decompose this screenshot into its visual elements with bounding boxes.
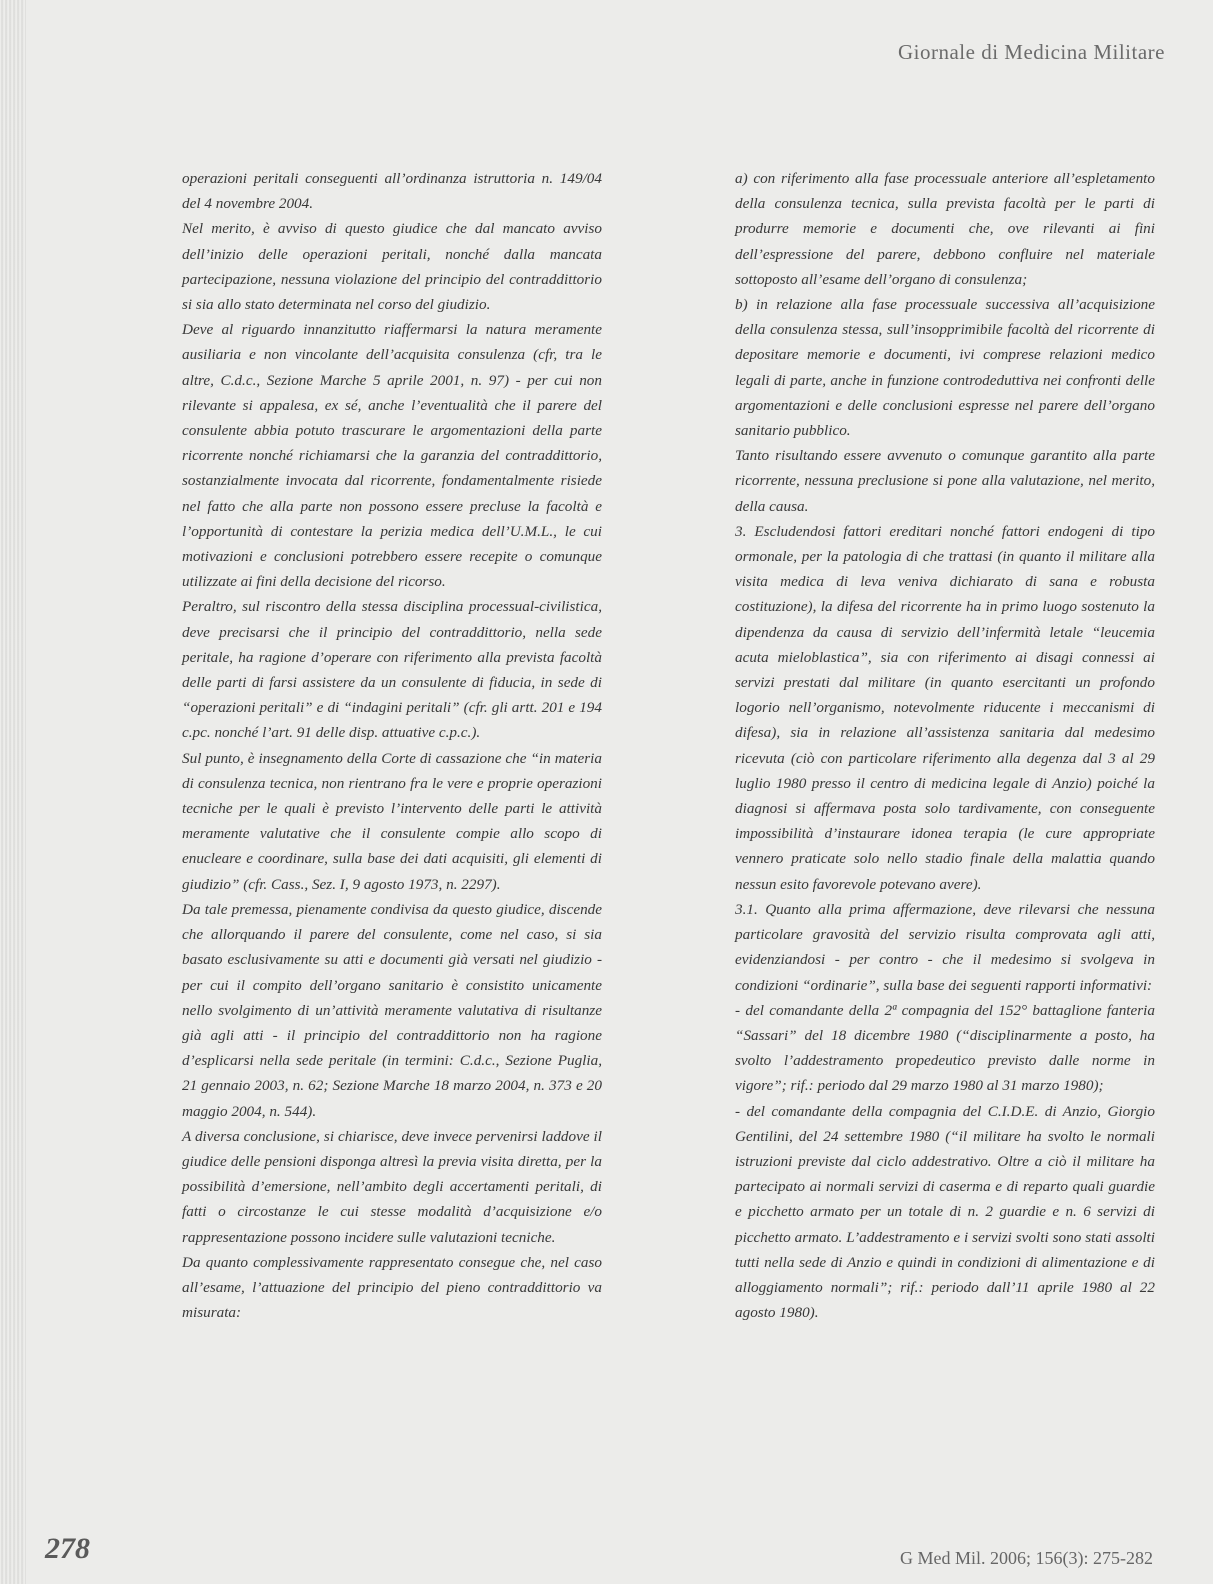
- page-number: 278: [45, 1532, 90, 1565]
- left-column: [182, 166, 602, 1325]
- paragraph: Deve al riguardo innanzitutto riaffermarsi la natura meramente ausiliaria e non vincolante dell’acquisita consulenza (cfr, tra le altre, C.d.c., Sezione Marche 5 aprile 2001, n. 97) - per cui non rilevante si appalesa, ex sé, anche l’eventualità che il parere del consulente abbia potuto trascurare le argomentazioni della parte ricorrente nonché richiamarsi che la garanzia del contraddittorio, sostanzialmente invocata dal ricorrente, fondamentalmente risiede nel fatto che alla parte non possono essere precluse la facoltà e l’opportunità di contestare la perizia medica dell’U.M.L., le cui motivazioni e conclusioni potrebbero essere recepite o comunque utilizzate ai fini della decisione del ricorso.: [182, 321, 602, 591]
- paragraph: Da quanto complessivamente rappresentato consegue che, nel caso all’esame, l’attuazione del principio del pieno contraddittorio va misurata:: [182, 1253, 602, 1322]
- paragraph: 3.1. Quanto alla prima affermazione, deve rilevarsi che nessuna particolare gravosità del servizio risulta comprovata agli atti, evidenziandosi - per contro - che il medesimo si svolgeva in condizioni “ordinarie”, sulla base dei seguenti rapporti informativi:: [735, 900, 1155, 994]
- paragraph: - del comandante della compagnia del C.I.D.E. di Anzio, Giorgio Gentilini, del 24 settembre 1980 (“il militare ha svolto le normali istruzioni previste dal ciclo addestrativo. Oltre a ciò il militare ha partecipato ai normali servizi di caserma e di reparto quali guardie e picchetto armato per un totale di n. 2 guardie e n. 6 servizi di picchetto armato. L’addestramento e i servizi svolti sono stati assolti tutti nella sede di Anzio e quindi in condizioni di alimentazione e di alloggiamento normali”; rif.: periodo dall’11 aprile 1980 al 22 agosto 1980).: [735, 1102, 1155, 1322]
- paragraph: operazioni peritali conseguenti all’ordinanza istruttoria n. 149/04 del 4 novembre 2004.: [182, 170, 602, 213]
- journal-citation: G Med Mil. 2006; 156(3): 275-282: [900, 1548, 1153, 1568]
- right-column: [735, 166, 1155, 1325]
- paragraph: a) con riferimento alla fase processuale anteriore all’espletamento della consulenza tecnica, sulla prevista facoltà per le parti di produrre memorie e documenti che, ove rilevanti ai fini dell’espressione del parere, debbono confluire nel materiale sottoposto all’esame dell’organo di consulenza;: [735, 170, 1155, 288]
- page-binding-edge: [0, 0, 26, 1584]
- paragraph: A diversa conclusione, si chiarisce, deve invece pervenirsi laddove il giudice delle pensioni disponga altresì la previa visita diretta, per la possibilità d’emersione, nell’ambito degli accertamenti peritali, di fatti o circostanze le cui stesse modalità d’acquisizione e/o rappresentazione possono incidere sulle valutazioni tecniche.: [182, 1127, 602, 1246]
- paragraph: Nel merito, è avviso di questo giudice che dal mancato avviso dell’inizio delle operazioni peritali, nonché dalla mancata partecipazione, nessuna violazione del principio del contraddittorio si sia allo stato determinata nel corso del giudizio.: [182, 220, 602, 314]
- paragraph: b) in relazione alla fase processuale successiva all’acquisizione della consulenza stessa, sull’insopprimibile facoltà del ricorrente di depositare memorie e documenti, ivi comprese relazioni medico legali di parte, anche in funzione controdeduttiva nei confronti delle argomentazioni e delle conclusioni espresse nel parere dell’organo sanitario pubblico.: [735, 296, 1155, 440]
- paragraph: Da tale premessa, pienamente condivisa da questo giudice, discende che allorquando il parere del consulente, come nel caso, si sia basato esclusivamente su atti e documenti già versati nel giudizio - per cui il compito dell’organo sanitario è consistito unicamente nello svolgimento di un’attività meramente valutativa di risultanze già agli atti - il principio del contraddittorio non ha ragione d’esplicarsi nella sede peritale (in termini: C.d.c., Sezione Puglia, 21 gennaio 2003, n. 62; Sezione Marche 18 marzo 2004, n. 373 e 20 maggio 2004, n. 544).: [182, 900, 602, 1120]
- paragraph: Tanto risultando essere avvenuto o comunque garantito alla parte ricorrente, nessuna preclusione si pone alla valutazione, nel merito, della causa.: [735, 447, 1155, 515]
- journal-title: Giornale di Medicina Militare: [897, 40, 1165, 64]
- paragraph: Peraltro, sul riscontro della stessa disciplina processual-civilistica, deve precisarsi che il principio del contraddittorio, nella sede peritale, ha ragione d’operare con riferimento alla prevista facoltà delle parti di farsi assistere da un consulente di fiducia, in sede di “operazioni peritali” e di “indagini peritali” (cfr. gli artt. 201 e 194 c.pc. nonché l’art. 91 delle disp. attuative c.p.c.).: [182, 598, 602, 742]
- paragraph: - del comandante della 2ª compagnia del 152° battaglione fanteria “Sassari” del 18 dicembre 1980 (“disciplinarmente a posto, ha svolto l’addestramento propedeutico previsto dalle norme in vigore”; rif.: periodo dal 29 marzo 1980 al 31 marzo 1980);: [735, 1001, 1155, 1095]
- paragraph: Sul punto, è insegnamento della Corte di cassazione che “in materia di consulenza tecnica, non rientrano fra le vere e proprie operazioni tecniche per le quali è previsto l’intervento delle parti le attività meramente valutative che il consulente compie allo scopo di enucleare e coordinare, sulla base dei dati acquisiti, gli elementi di giudizio” (cfr. Cass., Sez. I, 9 agosto 1973, n. 2297).: [182, 749, 602, 893]
- paragraph: 3. Escludendosi fattori ereditari nonché fattori endogeni di tipo ormonale, per la patologia di che trattasi (in quanto il militare alla visita medica di leva veniva dichiarato di sana e robusta costituzione), la difesa del ricorrente ha in primo luogo sostenuto la dipendenza da causa di servizio dell’infermità letale “leucemia acuta mieloblastica”, sia con riferimento ai disagi connessi ai servizi prestati dal militare (in quanto esercitanti un profondo logorio nell’organismo, notevolmente riducente i meccanismi di difesa), sia in relazione all’assistenza sanitaria dal medesimo ricevuta (ciò con particolare riferimento alla degenza dal 3 al 29 luglio 1980 presso il centro di medicina legale di Anzio) poiché la diagnosi si affermava posta solo tardivamente, con conseguente impossibilità d’instaurare idonea terapia (le cure appropriate vennero praticate solo nello stadio finale della malattia quando nessun esito favorevole potevano avere).: [735, 522, 1155, 893]
